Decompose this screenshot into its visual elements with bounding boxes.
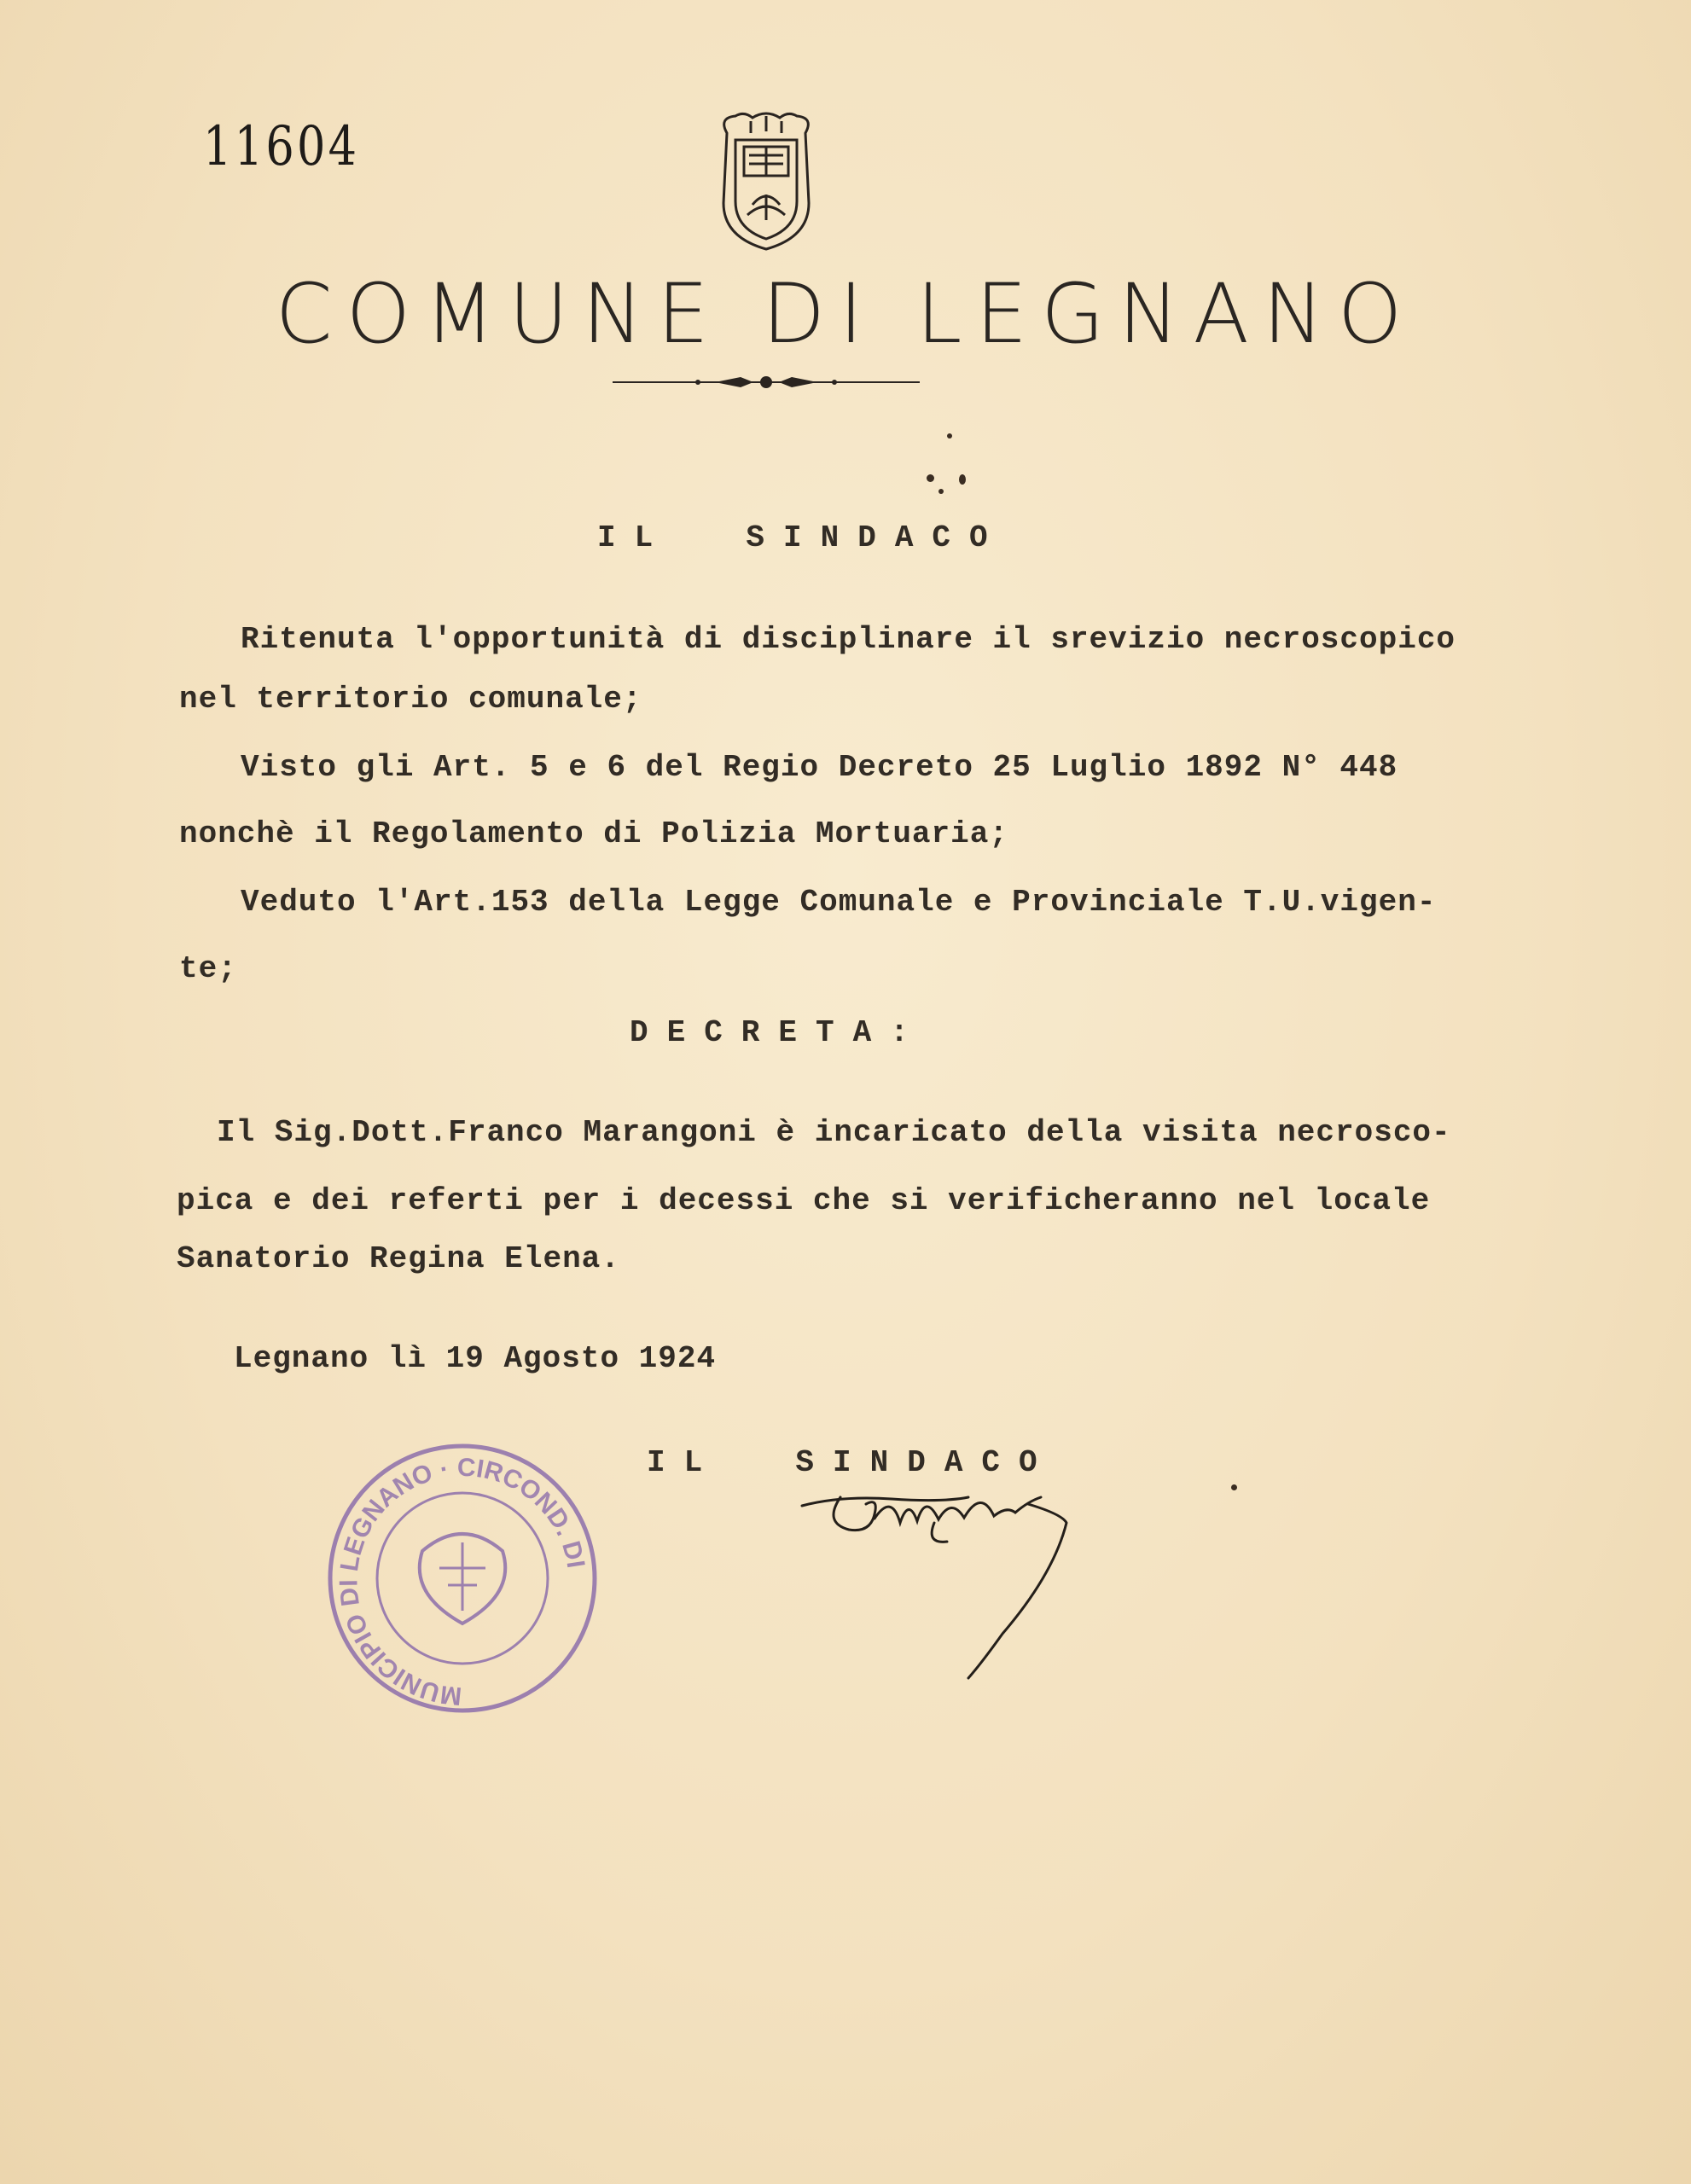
issuer-heading: IL SINDACO — [597, 520, 1007, 555]
municipality-heading: COMUNE DI LEGNANO — [275, 266, 1416, 362]
municipal-stamp — [320, 1440, 606, 1717]
place-date: Legnano lì 19 Agosto 1924 — [234, 1341, 717, 1376]
ornament-divider-icon — [613, 372, 920, 392]
preamble-line-2: nel territorio comunale; — [179, 682, 642, 717]
handwritten-signature — [789, 1463, 1156, 1685]
ink-speck — [938, 489, 944, 494]
ink-speck — [947, 433, 952, 439]
protocol-number: 11604 — [203, 115, 360, 178]
preamble-line-3: Visto gli Art. 5 e 6 del Regio Decreto 25 Luglio 1892 N° 448 — [241, 750, 1398, 785]
decree-line-3: Sanatorio Regina Elena. — [177, 1241, 620, 1276]
preamble-line-4: nonchè il Regolamento di Polizia Mortuaria; — [179, 816, 1008, 851]
preamble-line-6: te; — [179, 951, 237, 986]
signature-heading: IL SINDACO — [647, 1445, 1056, 1480]
preamble-line-5: Veduto l'Art.153 della Legge Comunale e Provinciale T.U.vigen- — [241, 885, 1437, 920]
decree-line-1: Il Sig.Dott.Franco Marangoni è incaricato della visita necrosco- — [217, 1115, 1451, 1150]
decree-line-2: pica e dei referti per i decessi che si verificheranno nel locale — [177, 1183, 1431, 1218]
ink-speck — [959, 474, 966, 485]
preamble-line-1: Ritenuta l'opportunità di disciplinare il srevizio necroscopico — [241, 622, 1456, 657]
stamp-text-path: MUNICIPIO DI LEGNANO · CIRCOND. DI — [334, 1453, 590, 1711]
decree-heading: DECRETA: — [630, 1015, 927, 1050]
ink-speck — [1231, 1484, 1237, 1490]
ink-speck — [927, 474, 934, 482]
coat-of-arms-icon — [710, 109, 822, 253]
